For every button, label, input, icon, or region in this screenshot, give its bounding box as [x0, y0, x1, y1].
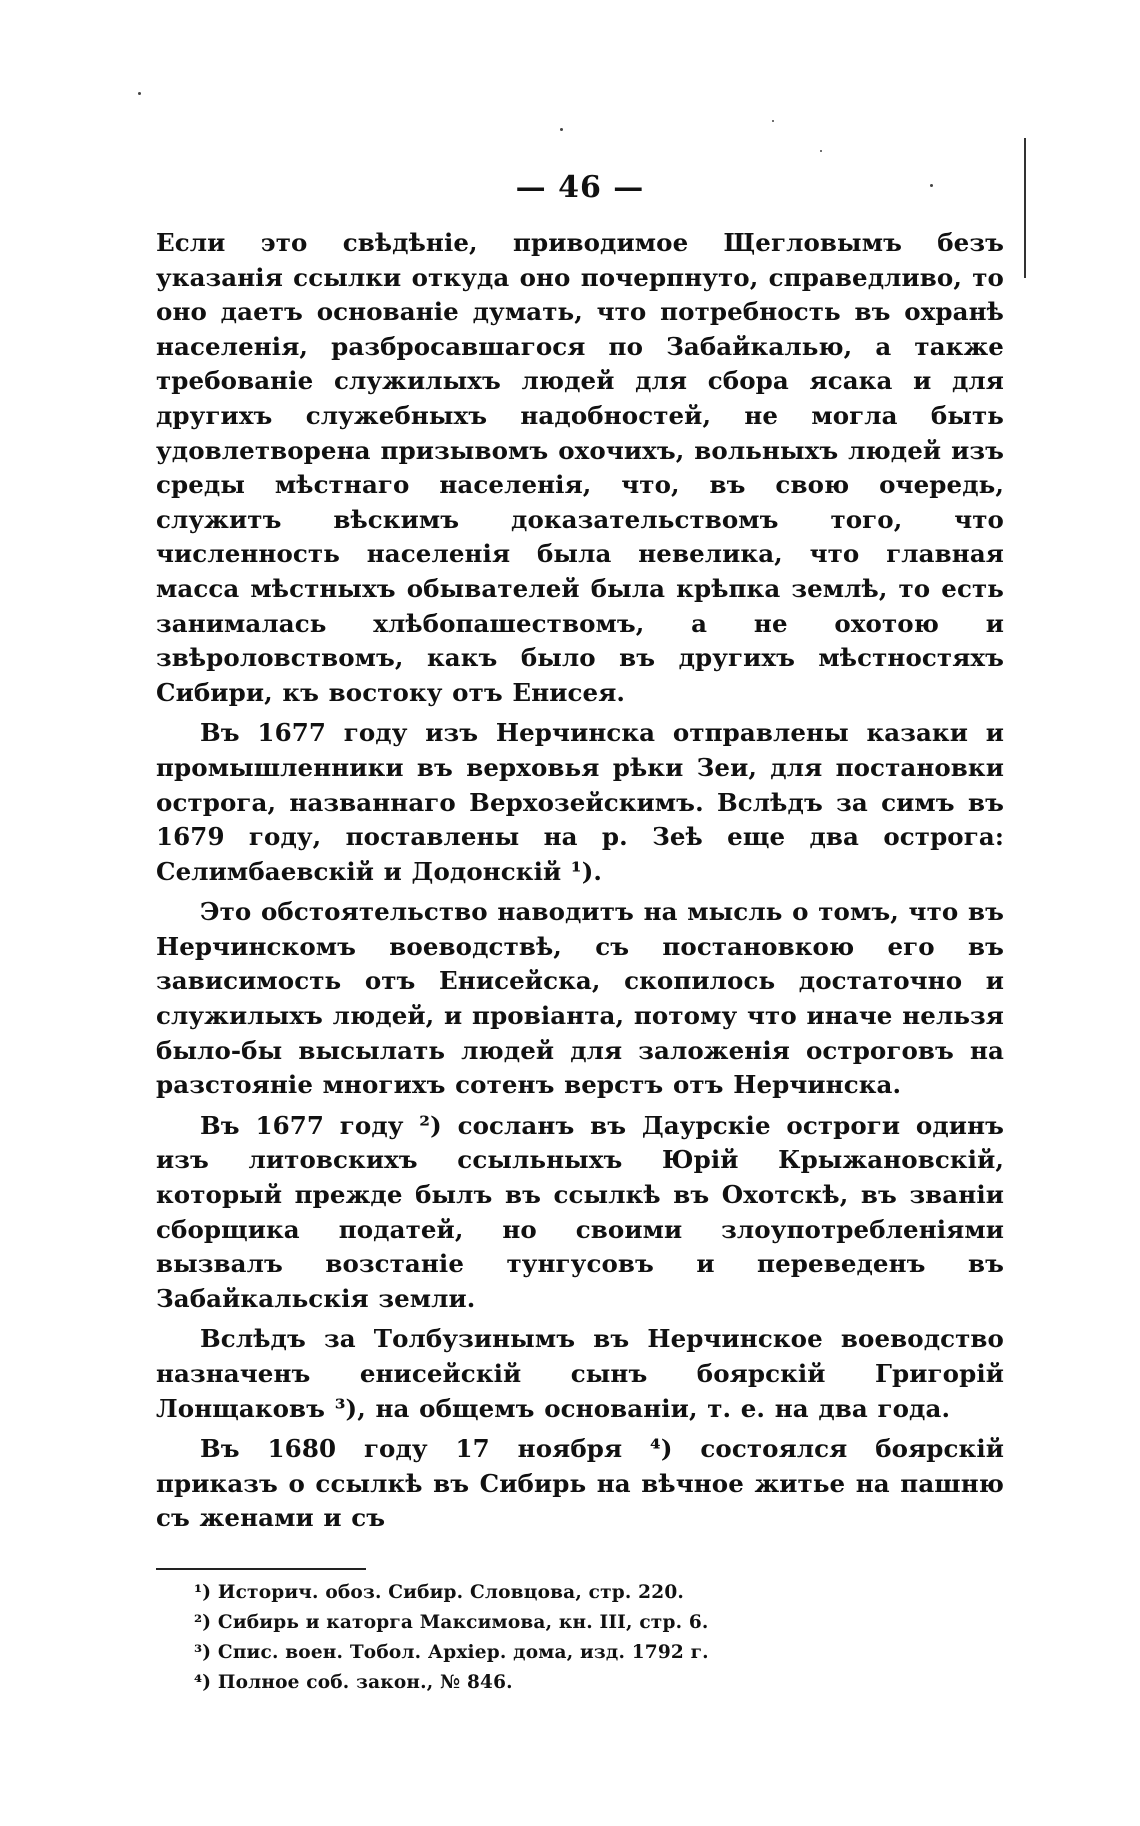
- paragraph: Если это свѣдѣніе, приводимое Щегловымъ безъ указанія ссылки откуда оно почерпнуто, справедливо, то оно даетъ основаніе думать, что потребность въ охранѣ населенія, разбросавшагося по Забайкалью, а также требованіе служилыхъ людей для сбора ясака и для другихъ служебныхъ надобностей, не могла быть удовлетворена призывомъ охочихъ, вольныхъ людей изъ среды мѣстнаго населенія, что, въ свою очередь, служитъ вѣскимъ доказательствомъ того, что численность населенія была невелика, что главная масса мѣстныхъ обывателей была крѣпка землѣ, то есть занималась хлѣбопашествомъ, а не охотою и звѣроловствомъ, какъ было въ другихъ мѣстностяхъ Сибири, къ востоку отъ Енисея.: [156, 228, 1004, 707]
- footnote: ⁴) Полное соб. закон., № 846.: [194, 1671, 513, 1693]
- scan-speck: [820, 150, 822, 152]
- paragraph: Вслѣдъ за Толбузинымъ въ Нерчинское воеводство назначенъ енисейскій сынъ боярскій Григорій Лонщаковъ ³), на общемъ основаніи, т. е. на два года.: [156, 1324, 1004, 1423]
- body-text: [156, 226, 1004, 1536]
- footnote: ¹) Историч. обоз. Сибир. Словцова, стр. 220.: [194, 1581, 685, 1603]
- footnote-divider: [156, 1568, 366, 1570]
- footnote: ²) Сибирь и каторга Максимова, кн. III, стр. 6.: [194, 1611, 709, 1633]
- page-number: — 46 —: [515, 170, 645, 205]
- paragraph: Въ 1677 году изъ Нерчинска отправлены казаки и промышленники въ верховья рѣки Зеи, для постановки острога, названнаго Верхозейскимъ. Вслѣдъ за симъ въ 1679 году, поставлены на р. Зеѣ еще два острога: Селимбаевскій и Додонскій ¹).: [156, 718, 1004, 886]
- document-page: [156, 168, 1004, 1698]
- paragraph: Это обстоятельство наводитъ на мысль о томъ, что въ Нерчинскомъ воеводствѣ, съ постановкою его въ зависимость отъ Енисейска, скопилось достаточно и служилыхъ людей, и провіанта, потому что иначе нельзя было-бы высылать людей для заложенія остроговъ на разстояніе многихъ сотенъ верстъ отъ Нерчинска.: [156, 897, 1004, 1100]
- paragraph: Въ 1680 году 17 ноября ⁴) состоялся боярскій приказъ о ссылкѣ въ Сибирь на вѣчное житье на пашню съ женами и съ: [156, 1434, 1004, 1533]
- scan-speck: [138, 92, 141, 95]
- margin-rule: [1024, 138, 1026, 278]
- footnotes: [194, 1578, 1004, 1698]
- footnote: ³) Спис. воен. Тобол. Архіер. дома, изд. 1792 г.: [194, 1641, 709, 1663]
- scan-speck: [772, 120, 774, 122]
- scan-speck: [560, 128, 563, 131]
- paragraph: Въ 1677 году ²) сосланъ въ Даурскіе остроги одинъ изъ литовскихъ ссыльныхъ Юрій Крыжановскій, который прежде былъ въ ссылкѣ въ Охотскѣ, въ званіи сборщика податей, но своими злоупотребленіями вызвалъ возстаніе тунгусовъ и переведенъ въ Забайкальскія земли.: [156, 1110, 1004, 1313]
